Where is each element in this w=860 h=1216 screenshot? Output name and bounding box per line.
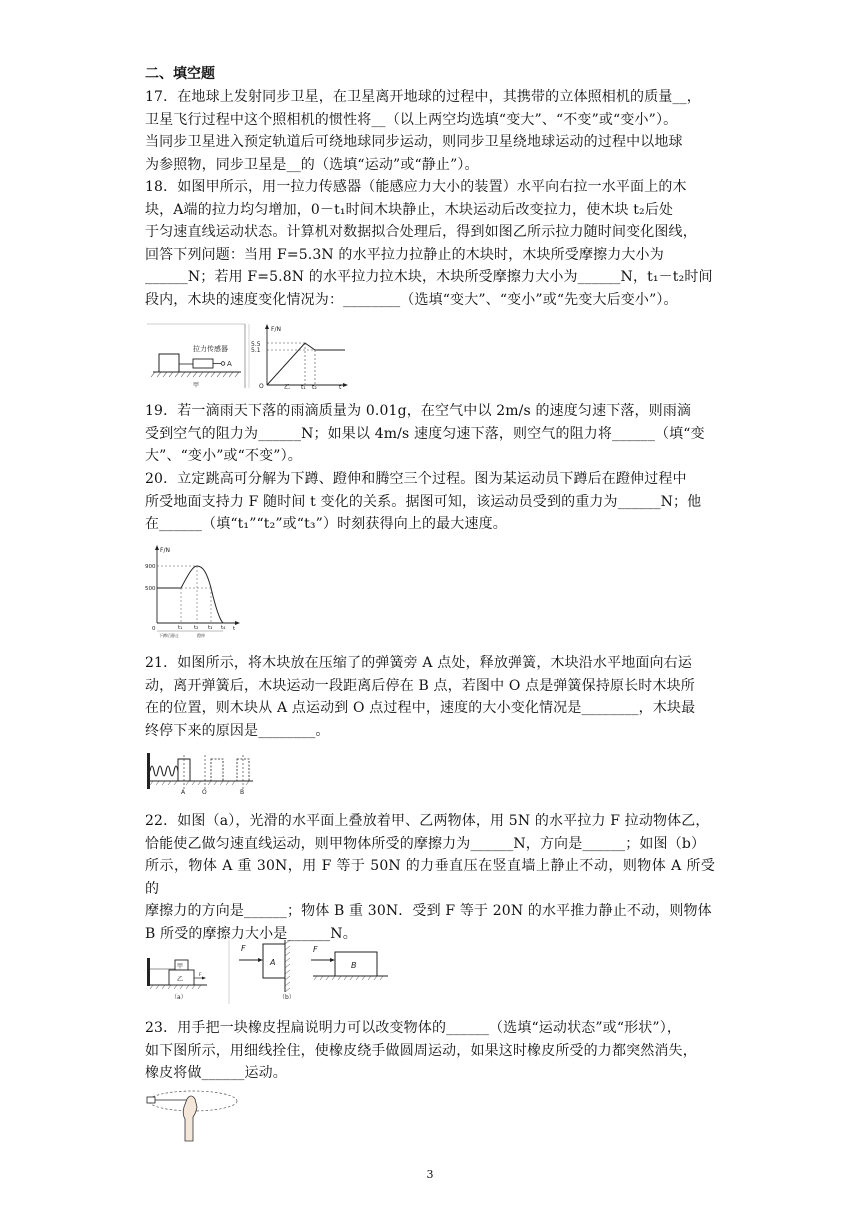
q20-line: 在______（填“t₁”“t₂”或“t₃”）时刻获得向上的最大速度。 bbox=[145, 516, 507, 532]
q18-line: 块，A端的拉力均匀增加，0－t₁时间木块静止，木块运动后改变拉力，使木块 t₂后处 bbox=[145, 201, 674, 218]
caption-b: （b） bbox=[279, 994, 295, 1001]
block-b-label: B bbox=[351, 961, 357, 970]
q17-line: 卫星飞行过程中这个照相机的惯性将__（以上两空均选填“变大”、“不变”或“变小”）。 bbox=[145, 111, 678, 128]
f-a-label: F bbox=[241, 944, 246, 953]
question-21 bbox=[145, 652, 715, 742]
force-curve bbox=[267, 343, 345, 385]
q22-line: 恰能使乙做匀速直线运动，则甲物体所受的摩擦力为______N，方向是______；如图（b） bbox=[145, 835, 706, 852]
point-b: B bbox=[240, 789, 245, 796]
force-curve bbox=[157, 566, 223, 623]
jia-label: 甲 bbox=[177, 963, 184, 970]
q18-line: ______N；若用 F=5.8N 的水平拉力拉木块，木块所受摩擦力大小为______N，t₁－t₂时间 bbox=[145, 269, 713, 285]
q18-line: 18．如图甲所示，用一拉力传感器（能感应力大小的装置）水平向右拉一水平面上的木 bbox=[145, 179, 687, 195]
q19-line: 19．若一滴雨天下落的雨滴质量为 0.01g，在空气中以 2m/s 的速度匀速下落，则雨滴 bbox=[145, 403, 692, 419]
figure-22 bbox=[145, 938, 390, 1006]
y-tick-low: 500 bbox=[145, 586, 156, 592]
q19-line: 大”、“变小”或“不变”）。 bbox=[145, 448, 302, 464]
t4-label: t₄ bbox=[221, 625, 226, 631]
spring bbox=[150, 766, 178, 776]
y-axis-label: F/N bbox=[271, 326, 281, 333]
q21-line: 在的位置，则木块从 A 点运动到 O 点过程中，速度的大小变化情况是________，木块最 bbox=[145, 700, 696, 716]
figure-21 bbox=[145, 749, 255, 797]
force-sensor bbox=[193, 359, 213, 368]
point-a: A bbox=[181, 789, 186, 796]
figure-20 bbox=[145, 543, 241, 640]
q21-line: 21．如图所示，将木块放在压缩了的弹簧旁 A 点处，释放弹簧，木块沿水平地面向右运 bbox=[145, 655, 692, 671]
section-title: 二、填空题 bbox=[145, 66, 215, 82]
q22-line: B 所受的摩擦力大小是______N。 bbox=[145, 925, 357, 942]
t2-label: t₂ bbox=[312, 384, 317, 390]
page-number: 3 bbox=[426, 1168, 434, 1181]
t1-label: t₁ bbox=[301, 384, 306, 390]
hand-icon bbox=[183, 1096, 197, 1141]
q21-line: 终停下来的原因是________。 bbox=[145, 722, 330, 739]
caption-a: （a） bbox=[171, 994, 187, 1001]
q18-line: 回答下列问题：当用 F=5.3N 的水平拉力拉静止的木块时，木块所受摩擦力大小为 bbox=[145, 246, 664, 263]
graph-caption: 乙 bbox=[284, 384, 291, 390]
point-a-label: A bbox=[227, 360, 232, 368]
question-23 bbox=[145, 1017, 715, 1085]
q17-line: 为参照物，同步卫星是__的（选填“运动”或“静止”）。 bbox=[145, 156, 479, 173]
t3-label: t₃ bbox=[208, 625, 213, 631]
q17-line: 17．在地球上发射同步卫星，在卫星离开地球的过程中，其携带的立体照相机的质量__， bbox=[145, 89, 701, 105]
question-19 bbox=[145, 400, 715, 468]
q20-line: 所受地面支持力 F 随时间 t 变化的关系。据图可知，该运动员受到的重力为______N；他 bbox=[145, 493, 702, 510]
t2-label: t₂ bbox=[194, 625, 199, 631]
question-20 bbox=[145, 468, 715, 536]
y-tick-low: 5.1 bbox=[251, 347, 261, 354]
figure-18-graph bbox=[249, 324, 348, 390]
question-18 bbox=[145, 176, 715, 311]
t-label: t bbox=[233, 626, 236, 632]
figure-18-setup bbox=[147, 324, 245, 389]
q20-line: 20．立定跳高可分解为下蹲、蹬伸和腾空三个过程。图为某运动员下蹲后在蹬伸过程中 bbox=[145, 471, 687, 487]
q23-line: 如下图所示，用细线拴住，使橡皮绕手做圆周运动，如果这时橡皮所受的力都突然消失， bbox=[145, 1042, 697, 1059]
figure-22-b bbox=[239, 940, 388, 1001]
eraser bbox=[147, 1097, 155, 1103]
f-b-label: F bbox=[313, 945, 318, 954]
phase-left-label: 下蹲后静止 bbox=[159, 633, 179, 638]
q18-line: 段内，木块的速度变化情况为：________（选填“变大”、“变小”或“先变大后变小”）。 bbox=[145, 291, 678, 308]
question-22 bbox=[145, 810, 715, 945]
origin-label: O bbox=[259, 383, 264, 390]
phase-right-label: 蹬伸 bbox=[197, 633, 205, 638]
yi-label: 乙 bbox=[177, 976, 184, 983]
q17-line: 当同步卫星进入预定轨道后可绕地球同步运动，则同步卫星绕地球运动的过程中以地球 bbox=[145, 134, 683, 150]
block-at-a bbox=[178, 759, 190, 781]
figure-22-a bbox=[147, 958, 207, 1001]
q22-line: 摩擦力的方向是______；物体 B 重 30N．受到 F 等于 20N 的水平推力静止不动，则物体 bbox=[145, 903, 712, 919]
f-small-label: F bbox=[199, 973, 202, 978]
t-label: t bbox=[339, 384, 342, 390]
wood-block bbox=[159, 354, 179, 372]
block-a-label: A bbox=[270, 958, 276, 967]
q19-line: 受到空气的阻力为______N；如果以 4m/s 速度匀速下落，则空气的阻力将______（填“变 bbox=[145, 425, 705, 442]
q21-line: 动，离开弹簧后，木块运动一段距离后停在 B 点，若图中 O 点是弹簧保持原长时木块所 bbox=[145, 677, 695, 694]
setup-caption: 甲 bbox=[193, 382, 200, 389]
t1-label: t₁ bbox=[178, 625, 183, 631]
y-axis-label: F/N bbox=[160, 547, 170, 554]
q22-line: 所示，物体 A 重 30N，用 F 等于 50N 的力垂直压在竖直墙上静止不动，则物体 A 所受的 bbox=[145, 858, 715, 897]
y-tick-high: 900 bbox=[145, 564, 156, 570]
wall bbox=[147, 753, 150, 789]
q18-line: 于匀速直线运动状态。计算机对数据拟合处理后，得到如图乙所示拉力随时间变化图线， bbox=[145, 224, 697, 240]
y-tick-high: 5.5 bbox=[251, 341, 261, 348]
q22-line: 22．如图（a），光滑的水平面上叠放着甲、乙两物体，用 5N 的水平拉力 F 拉动物体乙， bbox=[145, 813, 710, 829]
figure-18 bbox=[145, 322, 350, 390]
sensor-label: 拉力传感器 bbox=[193, 345, 228, 353]
q23-line: 23．用手把一块橡皮捏扁说明力可以改变物体的______（选填“运动状态”或“形状”）， bbox=[145, 1020, 682, 1036]
origin-label: 0 bbox=[152, 626, 156, 632]
question-17 bbox=[145, 86, 715, 176]
figure-23 bbox=[145, 1087, 240, 1143]
point-o: O bbox=[202, 789, 207, 796]
q23-line: 橡皮将做______运动。 bbox=[145, 1065, 287, 1081]
